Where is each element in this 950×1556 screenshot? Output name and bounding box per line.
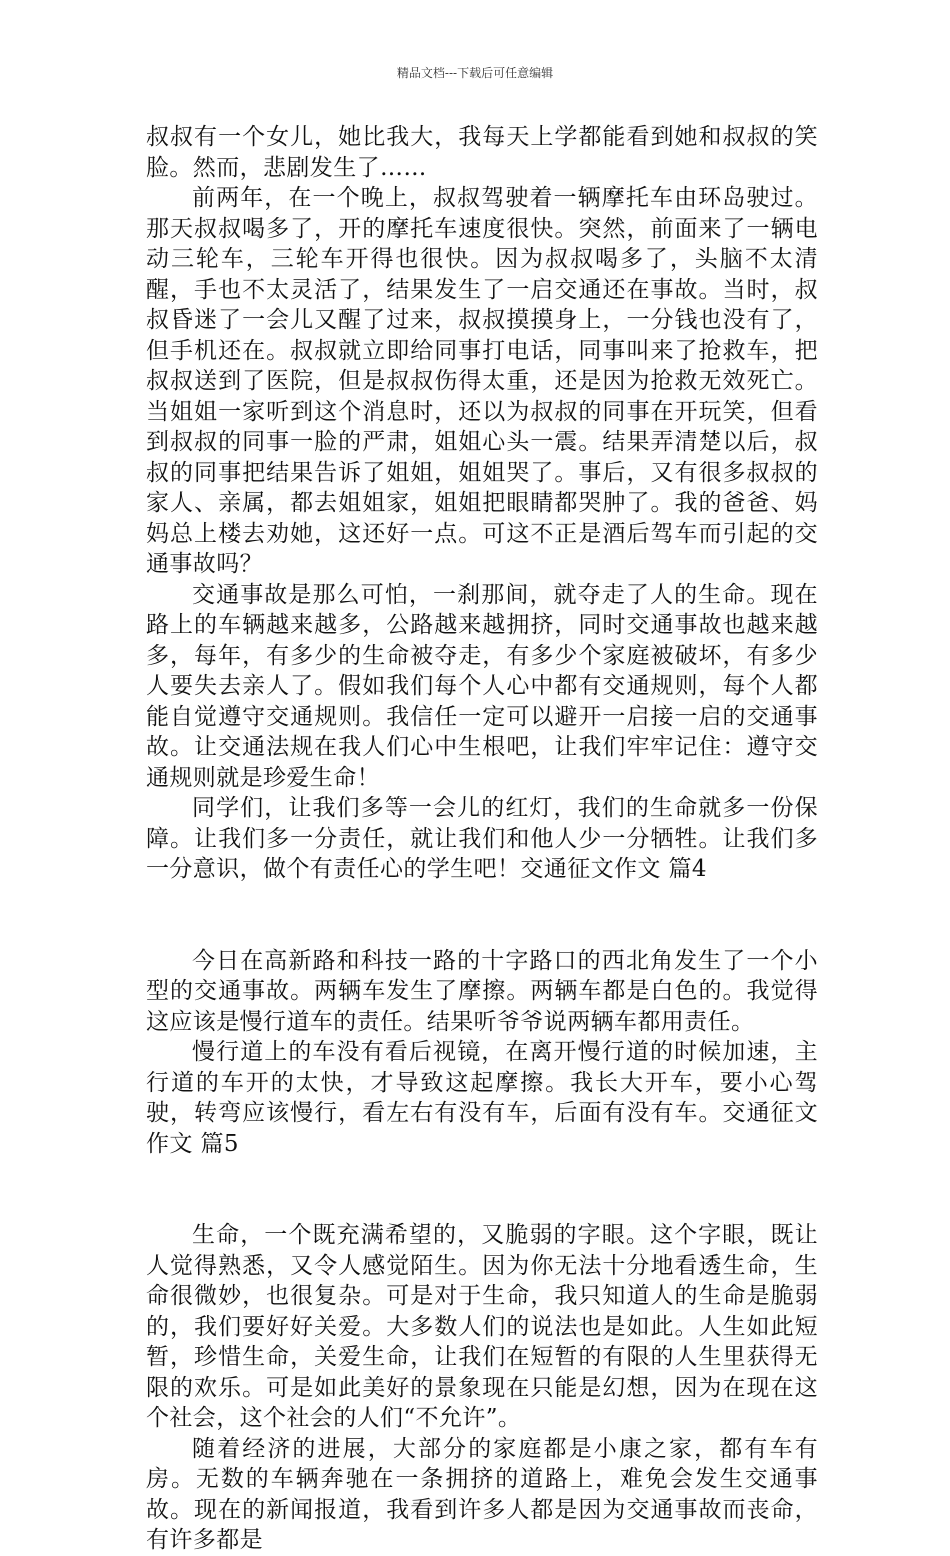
paragraph: 今日在高新路和科技一路的十字路口的西北角发生了一个小型的交通事故。两辆车发生了摩擦。两辆车都是白色的。我觉得这应该是慢行道车的责任。结果听爷爷说两辆车都用责任。: [146, 947, 818, 1035]
section-spacer: [146, 885, 818, 946]
paragraph: 交通事故是那么可怕，一刹那间，就夺走了人的生命。现在路上的车辆越来越多，公路越来越拥挤，同时交通事故也越来越多，每年，有多少的生命被夺走，有多少个家庭被破坏，有多少人要失去亲人了。假如我们每个人心中都有交通规则，每个人都能自觉遵守交通规则。我信任一定可以避开一启接一启的交通事故。让交通法规在我人们心中生根吧，让我们牢牢记住：遵守交通规则就是珍爱生命！: [146, 581, 818, 791]
paragraph-continuation: 叔叔有一个女儿，她比我大，我每天上学都能看到她和叔叔的笑脸。然而，悲剧发生了……: [146, 124, 818, 181]
paragraph: 前两年，在一个晚上，叔叔驾驶着一辆摩托车由环岛驶过。那天叔叔喝多了，开的摩托车速度很快。突然，前面来了一辆电动三轮车，三轮车开得也很快。因为叔叔喝多了，头脑不太清醒，手也不太灵活了，结果发生了一启交通还在事故。当时，叔叔昏迷了一会儿又醒了过来，叔叔摸摸身上，一分钱也没有了，但手机还在。叔叔就立即给同事打电话，同事叫来了抢救车，把叔叔送到了医院，但是叔叔伤得太重，还是因为抢救无效死亡。当姐姐一家听到这个消息时，还以为叔叔的同事在开玩笑，但看到叔叔的同事一脸的严肃，姐姐心头一震。结果弄清楚以后，叔叔的同事把结果告诉了姐姐，姐姐哭了。事后，又有很多叔叔的家人、亲属，都去姐姐家，姐姐把眼睛都哭肿了。我的爸爸、妈妈总上楼去劝她，这还好一点。可这不正是酒后驾车而引起的交通事故吗？: [146, 185, 818, 577]
paragraph: 随着经济的进展，大部分的家庭都是小康之家，都有车有房。无数的车辆奔驰在一条拥挤的道路上，难免会发生交通事故。现在的新闻报道，我看到许多人都是因为交通事故而丧命，有许多都是: [146, 1435, 818, 1553]
paragraph: 同学们，让我们多等一会儿的红灯，我们的生命就多一份保障。让我们多一分责任，就让我们和他人少一分牺牲。让我们多一分意识，做个有责任心的学生吧！交通征文作文 篇4: [146, 795, 818, 882]
section-spacer: [146, 1159, 818, 1220]
page-header: 精品文档---下载后可任意编辑: [396, 66, 554, 80]
document-body: [146, 122, 818, 1556]
paragraph: 生命，一个既充满希望的，又脆弱的字眼。这个字眼，既让人觉得熟悉，又令人感觉陌生。因为你无法十分地看透生命，生命很微妙，也很复杂。可是对于生命，我只知道人的生命是脆弱的，我们要好好关爱。大多数人们的说法也是如此。人生如此短暂，珍惜生命，关爱生命，让我们在短暂的有限的人生里获得无限的欢乐。可是如此美好的景象现在只能是幻想，因为在现在这个社会，这个社会的人们“不允许”。: [146, 1222, 818, 1431]
paragraph: 慢行道上的车没有看后视镜，在离开慢行道的时候加速，主行道的车开的太快，才导致这起摩擦。我长大开车，要小心驾驶，转弯应该慢行，看左右有没有车，后面有没有车。交通征文作文 篇5: [146, 1039, 818, 1157]
